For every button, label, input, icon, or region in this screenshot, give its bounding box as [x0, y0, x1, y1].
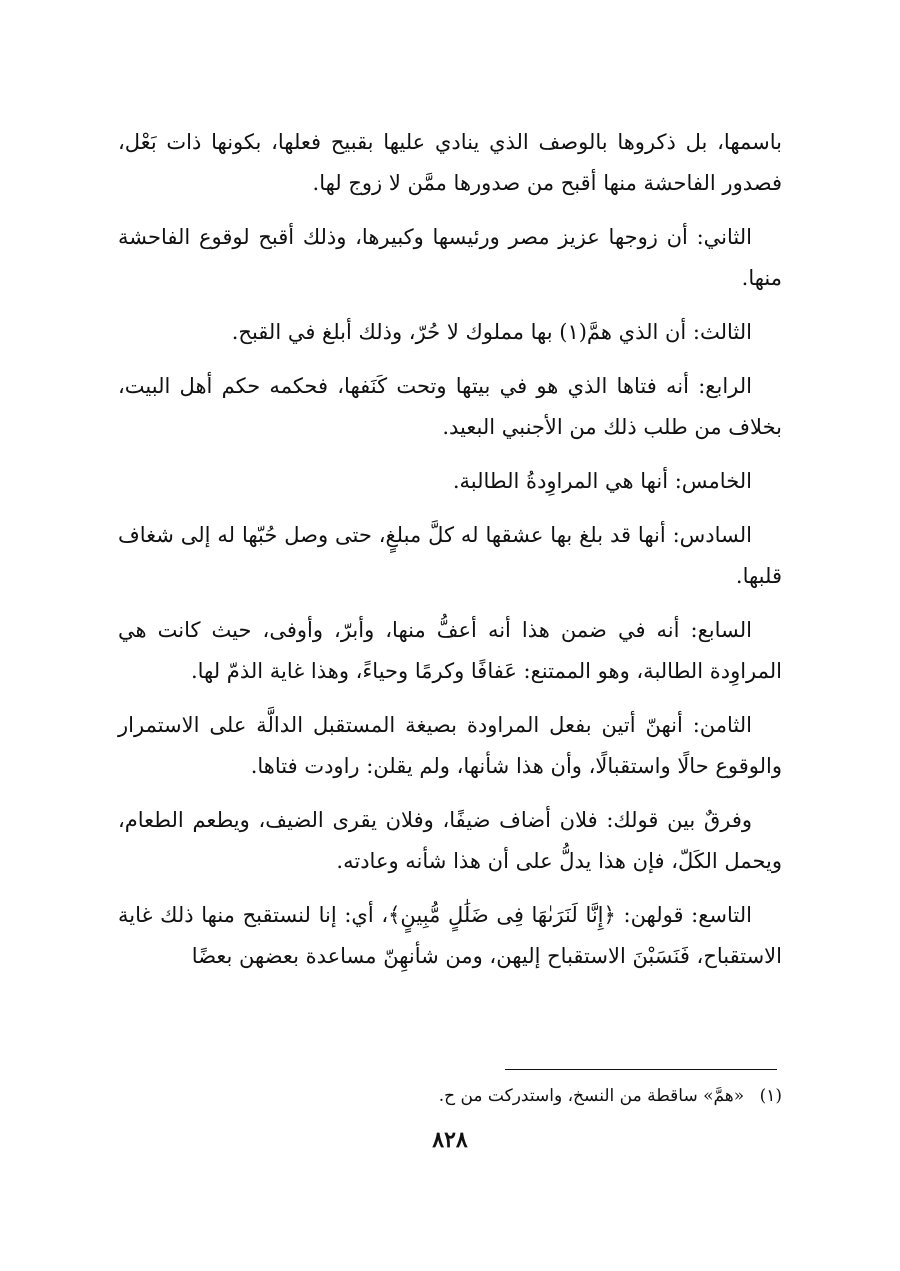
paragraph-fourth: الرابع: أنه فتاها الذي هو في بيتها وتحت كَنَفها، فحكمه حكم أهل البيت، بخلاف من طلب ذلك من الأجنبي البعيد. [118, 374, 782, 439]
footnote-number: (١) [759, 1086, 782, 1106]
paragraph-ninth: التاسع: قولهن: ﴿إِنَّا لَنَرَىٰهَا فِى ضَلَٰلٍ مُّبِينٍ﴾، أي: إنا لنستقبح منها ذلك غاية الاستقباح، فَنَسَبْنَ الاستقباح إليهن، ومن شأنهِنّ مساعدة بعضهن بعضًا [118, 903, 782, 968]
footnote-text: «همَّ» ساقطة من النسخ، واستدركت من ح. [438, 1086, 745, 1106]
main-text [118, 122, 782, 990]
footnote [118, 1080, 782, 1112]
paragraph-difference: وفرقٌ بين قولك: فلان أضاف ضيفًا، وفلان يقرى الضيف، ويطعم الطعام، ويحمل الكَلّ، فإن هذا يدلُّ على أن هذا شأنه وعادته. [118, 808, 782, 873]
paragraph-sixth: السادس: أنها قد بلغ بها عشقها له كلَّ مبلغٍ، حتى وصل حُبّها له إلى شغاف قلبها. [118, 523, 782, 588]
paragraph-second: الثاني: أن زوجها عزيز مصر ورئيسها وكبيرها، وذلك أقبح لوقوع الفاحشة منها. [118, 225, 782, 290]
paragraph-continuation: باسمها، بل ذكروها بالوصف الذي ينادي عليها بقبيح فعلها، بكونها ذات بَعْل، فصدور الفاحشة منها أقبح من صدورها ممَّن لا زوج لها. [118, 130, 782, 195]
paragraph-fifth: الخامس: أنها هي المراوِدةُ الطالبة. [452, 469, 752, 493]
paragraph-seventh: السابع: أنه في ضمن هذا أنه أعفُّ منها، وأبرّ، وأوفى، حيث كانت هي المراوِدة الطالبة، وهو الممتنع: عَفافًا وكرمًا وحياءً، وهذا غاية الذمّ لها. [118, 618, 782, 683]
paragraph-third: الثالث: أن الذي همَّ(١) بها مملوك لا حُرّ، وذلك أبلغ في القبح. [231, 320, 752, 344]
page-number: ٨٢٨ [432, 1127, 468, 1153]
footnote-separator [505, 1069, 777, 1070]
paragraph-eighth: الثامن: أنهنّ أتين بفعل المراودة بصيغة المستقبل الدالَّة على الاستمرار والوقوع حالًا واستقبالًا، وأن هذا شأنها، ولم يقلن: راودت فتاها. [118, 713, 782, 778]
